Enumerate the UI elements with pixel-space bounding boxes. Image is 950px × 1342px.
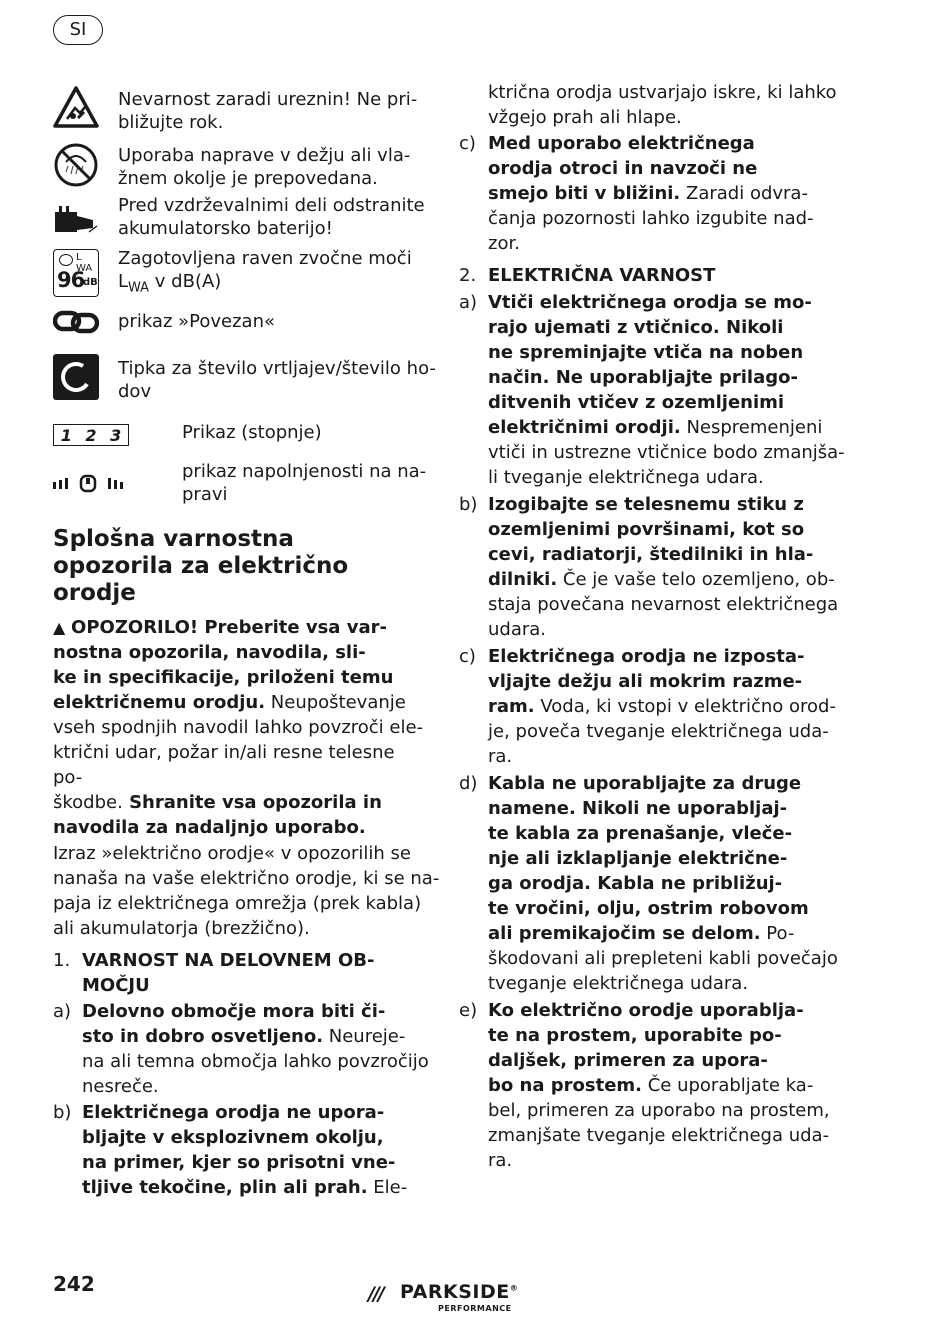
list-label: e) bbox=[459, 1000, 478, 1021]
connected-icon bbox=[53, 310, 99, 338]
section-1-title bbox=[53, 948, 428, 998]
symbol-text-line: Zagotovljena raven zvočne moči bbox=[118, 248, 412, 269]
sound-lwa-label: L WA bbox=[76, 252, 93, 274]
list-label: a) bbox=[53, 1001, 72, 1022]
section-number: 2. bbox=[459, 265, 477, 286]
symbol-text: Tipka za število vrtljajev/število ho- dov bbox=[118, 358, 436, 402]
level-digit: 3 bbox=[110, 425, 122, 445]
parkside-logo bbox=[368, 1281, 519, 1315]
remove-battery-icon bbox=[53, 200, 101, 242]
list-text: Če uporabljate ka- bel, primeren za uporabo na prostem, zmanjšate tveganje električnega uda- ra. bbox=[488, 1075, 830, 1171]
symbol-row-cut-hazard bbox=[53, 80, 428, 136]
no-rain-icon bbox=[53, 142, 99, 192]
level-display-icon bbox=[53, 424, 129, 446]
speed-stroke-button-icon bbox=[53, 354, 99, 404]
list-item bbox=[53, 999, 428, 1099]
list-label: a) bbox=[459, 292, 478, 313]
list-bold: Električnega orodja ne izposta- vljajte dežju ali mokrim razme- ram. bbox=[488, 646, 805, 717]
logo-registered: ® bbox=[509, 1283, 519, 1293]
left-column bbox=[53, 80, 440, 1200]
logo-slashes: /// bbox=[368, 1283, 383, 1305]
charge-display-icon bbox=[53, 474, 131, 498]
symbol-row-speed-button bbox=[53, 354, 436, 421]
list-bold: Kabla ne uporabljajte za druge namene. Nikoli ne uporabljaj- te kabla za prenašanje, vleče- nje ali izklapljanje električne- ga orodja. Kabla ne približuj- te vročini, olju, ostrim robovom ali premikajočim se delom. bbox=[488, 773, 809, 944]
list-text: ktrična orodja ustvarjajo iskre, ki lahko vžgejo prah ali hlape. bbox=[488, 82, 837, 128]
symbol-row-no-rain bbox=[53, 136, 428, 192]
list-bold: Vtiči električnega orodja se mo- rajo ujemati z vtičnico. Nikoli ne spreminjajte vtiča na noben način. Ne uporabljajte prilago- ditvenih vtičev z ozemljenimi električnimi orodji. bbox=[488, 292, 812, 438]
symbol-row-charge-display bbox=[53, 461, 428, 526]
page-number: 242 bbox=[53, 1272, 95, 1296]
symbol-text-line bbox=[118, 270, 412, 300]
list-label: c) bbox=[459, 133, 476, 154]
warning-label: OPOZORILO! bbox=[71, 617, 199, 638]
symbol-row-connected bbox=[53, 310, 428, 354]
warning-paragraph bbox=[53, 615, 428, 840]
symbol-text: Nevarnost zaradi ureznin! Ne pri- bližujte rok. bbox=[118, 89, 418, 133]
lwa-l: L bbox=[118, 271, 129, 292]
sound-value: 96 bbox=[57, 268, 85, 292]
list-item-continued bbox=[459, 80, 837, 130]
section-heading: Splošna varnostna opozorila za električno orodje bbox=[53, 526, 349, 606]
list-text: Nespremenjeni vtiči in ustrezne vtičnice bodo zmanjša- li tveganje električnega udara. bbox=[488, 417, 845, 488]
symbol-row-remove-battery bbox=[53, 192, 428, 247]
cut-hazard-icon bbox=[53, 86, 99, 132]
symbol-row-sound-power bbox=[53, 247, 428, 310]
list-bold: Ko električno orodje uporablja- te na prostem, uporabite po- daljšek, primeren za upora- bo na prostem. bbox=[488, 1000, 804, 1096]
section-title: ELEKTRIČNA VARNOST bbox=[488, 265, 716, 286]
warning-bold: Shranite vsa opozorila in navodila za nadaljnjo uporabo. bbox=[53, 792, 382, 838]
list-item bbox=[459, 644, 834, 769]
list-bold: Električnega orodja ne upora- bljajte v eksplozivnem okolju, na primer, kjer so prisotni vne- tljive tekočine, plin ali prah. bbox=[82, 1102, 396, 1198]
section-2-title bbox=[459, 263, 834, 288]
lwa-sub: WA bbox=[128, 280, 150, 296]
list-text: Ele- bbox=[367, 1177, 408, 1198]
intro-paragraph: Izraz »električno orodje« v opozorilih se nanaša na vaše električno orodje, ki se na- paja iz električnega omrežja (prek kabla) ali akumulatorja (brezžično). bbox=[53, 843, 440, 939]
sound-wave-icon bbox=[59, 254, 73, 266]
symbol-text: prikaz »Povezan« bbox=[118, 311, 275, 332]
language-badge: SI bbox=[53, 15, 103, 45]
lwa-rest: v dB(A) bbox=[149, 271, 222, 292]
section-number: 1. bbox=[53, 950, 71, 971]
symbol-text: Pred vzdrževalnimi deli odstranite akumulatorsko baterijo! bbox=[118, 195, 425, 239]
logo-brand-text: PARKSIDE bbox=[400, 1281, 510, 1303]
list-label: d) bbox=[459, 773, 478, 794]
list-label: c) bbox=[459, 646, 476, 667]
list-item bbox=[459, 131, 834, 256]
symbol-text: prikaz napolnjenosti na na- pravi bbox=[182, 461, 427, 505]
warning-text: Neupoštevanje vseh spodnjih navodil lahko povzroči ele- ktrični udar, požar in/ali resne telesne po- škodbe. bbox=[53, 692, 424, 813]
list-label: b) bbox=[459, 494, 478, 515]
list-text: Če je vaše telo ozemljeno, ob- staja povečana nevarnost električnega udara. bbox=[488, 569, 839, 640]
list-bold: Med uporabo električnega orodja otroci in navzoči ne smejo biti v bližini. bbox=[488, 133, 758, 204]
list-text: Zaradi odvra- čanja pozornosti lahko izgubite nad- zor. bbox=[488, 183, 814, 254]
list-bold: Delovno območje mora biti či- sto in dobro osvetljeno. bbox=[82, 1001, 386, 1047]
list-text: Po- škodovani ali prepleteni kabli povečajo tveganje električnega udara. bbox=[488, 923, 838, 994]
symbol-text: Prikaz (stopnje) bbox=[182, 422, 322, 443]
logo-sub: PERFORMANCE bbox=[438, 1304, 512, 1313]
list-label: b) bbox=[53, 1102, 72, 1123]
list-item bbox=[459, 771, 838, 996]
sound-power-icon bbox=[53, 249, 99, 297]
warning-bold: Preberite vsa var- nostna opozorila, navodila, sli- ke in specifikacije, priloženi temu električnemu orodju. bbox=[53, 617, 394, 713]
list-item bbox=[459, 998, 834, 1173]
list-text: Neureje- na ali temna območja lahko povzročijo nesreče. bbox=[82, 1026, 429, 1097]
list-item bbox=[459, 290, 845, 490]
list-text: Voda, ki vstopi v električno orod- je, poveča tveganje električnega uda- ra. bbox=[488, 696, 836, 767]
sound-unit: dB bbox=[83, 277, 98, 288]
symbol-text bbox=[118, 247, 412, 300]
level-digit: 2 bbox=[85, 425, 97, 445]
warning-triangle-icon: ▲ bbox=[53, 618, 66, 637]
level-digit: 1 bbox=[60, 425, 72, 445]
list-bold: Izogibajte se telesnemu stiku z ozemljenimi površinami, kot so cevi, radiatorji, štedilniki in hla- dilniki. bbox=[488, 494, 814, 590]
section-title: VARNOST NA DELOVNEM OB- MOČJU bbox=[82, 950, 375, 996]
symbol-text: Uporaba naprave v dežju ali vla- žnem okolje je prepovedana. bbox=[118, 145, 411, 189]
list-item bbox=[459, 492, 839, 642]
logo-brand bbox=[400, 1281, 518, 1303]
right-column bbox=[459, 80, 845, 1173]
list-item bbox=[53, 1100, 428, 1200]
